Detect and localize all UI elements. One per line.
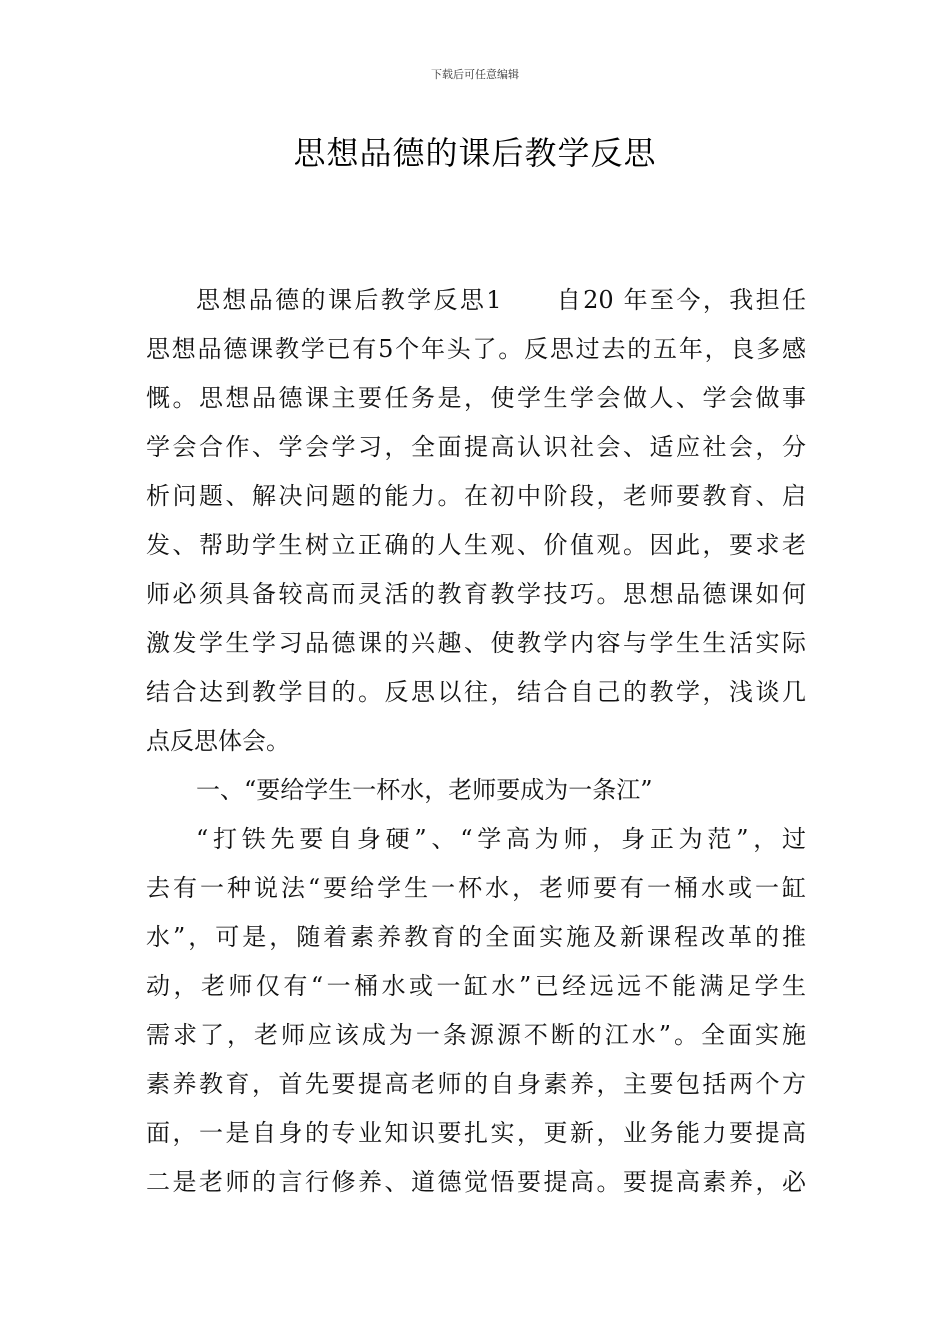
text-line: 面，一是自身的专业知识要扎实，更新，业务能力要提高 — [146, 1119, 806, 1147]
text-line: “打铁先要自身硬”、“学高为师，身正为范”，过 — [196, 825, 806, 853]
text-line: 一、“要给学生一杯水，老师要成为一条江” — [196, 776, 653, 804]
text-line: 思想品德课教学已有5个年头了。反思过去的五年，良多感 — [146, 335, 806, 363]
text-line: 师必须具备较高而灵活的教育教学技巧。思想品德课如何 — [146, 580, 806, 608]
header-note: 下载后可任意编辑 — [431, 68, 519, 81]
text-line: 析问题、解决问题的能力。在初中阶段，老师要教育、启 — [146, 482, 806, 510]
document-title: 思想品德的课后教学反思 — [293, 134, 657, 172]
text-line: 需求了，老师应该成为一条源源不断的江水”。全面实施 — [146, 1021, 806, 1049]
text-line: 学会合作、学会学习，全面提高认识社会、适应社会，分 — [146, 433, 806, 461]
text-line: 结合达到教学目的。反思以往，结合自己的教学，浅谈几 — [146, 678, 806, 706]
text-line: 发、帮助学生树立正确的人生观、价值观。因此，要求老 — [146, 531, 806, 559]
text-line: 去有一种说法“要给学生一杯水，老师要有一桶水或一缸 — [146, 874, 806, 902]
text-line: 慨。思想品德课主要任务是，使学生学会做人、学会做事 — [146, 384, 806, 412]
text-line: 水”，可是，随着素养教育的全面实施及新课程改革的推 — [146, 923, 806, 951]
text-line: 素养教育，首先要提高老师的自身素养，主要包括两个方 — [146, 1070, 806, 1098]
text-line: 思想品德的课后教学反思1 自20 年至今，我担任 — [196, 286, 806, 314]
text-line: 二是老师的言行修养、道德觉悟要提高。要提高素养，必 — [146, 1168, 806, 1196]
text-line: 激发学生学习品德课的兴趣、使教学内容与学生生活实际 — [146, 629, 806, 657]
text-line: 点反思体会。 — [146, 727, 290, 755]
text-line: 动，老师仅有“一桶水或一缸水”已经远远不能满足学生 — [146, 972, 806, 1000]
document-body — [146, 278, 806, 1209]
